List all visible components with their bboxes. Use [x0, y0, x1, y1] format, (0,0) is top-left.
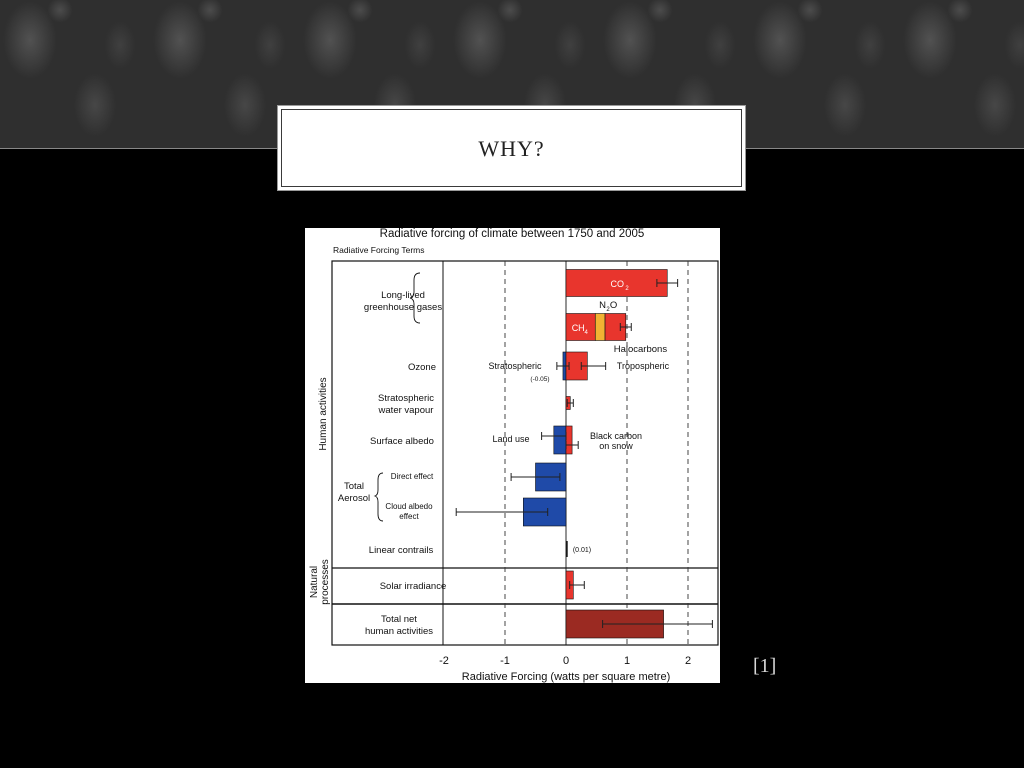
- group-label-natural: Natural: [309, 565, 320, 599]
- x-tick-label: 1: [623, 655, 631, 667]
- chart-svg: [305, 228, 720, 683]
- row-label: Surface albedo: [370, 436, 434, 447]
- slide-title: WHY?: [478, 136, 545, 161]
- group-label-human: Human activities: [318, 377, 329, 451]
- radiative-forcing-chart: [305, 228, 720, 683]
- row-label: Stratospheric: [378, 393, 434, 404]
- bar-label-land-use: Land use: [492, 434, 530, 444]
- bar-label-ch4-sub: 4: [584, 330, 588, 336]
- bar-note-linear-contrails: (0.01): [572, 547, 592, 554]
- aerosol-sub-label: Cloud albedo: [385, 502, 433, 511]
- bar-label-black-carbon: on snow: [599, 441, 633, 451]
- row-label: human activities: [364, 626, 434, 637]
- bar-label-co2-sub: 2: [625, 286, 629, 292]
- x-axis-label: Radiative Forcing (watts per square metre): [461, 671, 671, 683]
- bar-black-carbon: [566, 426, 572, 454]
- x-tick-label: 2: [684, 655, 692, 667]
- bar-label-n2o-sub: 2: [606, 307, 610, 313]
- terms-header: Radiative Forcing Terms: [333, 245, 425, 255]
- bar-label-co2: CO: [610, 279, 624, 289]
- bar-note-stratospheric: (-0.05): [530, 376, 550, 383]
- title-box: [277, 105, 746, 191]
- row-label: Ozone: [408, 362, 436, 373]
- x-tick-label: -2: [439, 655, 449, 667]
- bar-n2o: [595, 314, 605, 341]
- bar-label-ch4: CH: [571, 323, 585, 333]
- row-label: Total net: [381, 614, 417, 625]
- brace-aerosol: [375, 473, 383, 521]
- group-label-natural: processes: [320, 559, 331, 605]
- bar-label-halocarbons: Halocarbons: [613, 344, 668, 355]
- bar-label-n2o: O: [609, 300, 618, 311]
- aerosol-sub-label: Direct effect: [390, 472, 434, 481]
- bar-label-black-carbon: Black carbon: [589, 431, 643, 441]
- row-label: greenhouse gases: [363, 302, 443, 313]
- row-label: Solar irradiance: [379, 581, 447, 592]
- bar-label-n2o: N: [599, 300, 607, 311]
- row-label: Long-lived: [381, 290, 425, 301]
- x-tick-label: -1: [500, 655, 510, 667]
- chart-title: Radiative forcing of climate between 1750 and 2005: [379, 228, 645, 240]
- row-label: Linear contrails: [368, 545, 434, 556]
- x-tick-label: 0: [562, 655, 570, 667]
- bar-land-use: [554, 426, 566, 454]
- aerosol-sub-label: effect: [399, 512, 419, 521]
- bar-label-stratospheric: Stratospheric: [488, 361, 542, 371]
- bar-label-tropospheric: Tropospheric: [616, 361, 670, 371]
- row-label: Aerosol: [337, 493, 371, 504]
- row-label: water vapour: [378, 405, 434, 416]
- citation-footnote: [1]: [753, 655, 777, 677]
- row-label: Total: [343, 481, 365, 492]
